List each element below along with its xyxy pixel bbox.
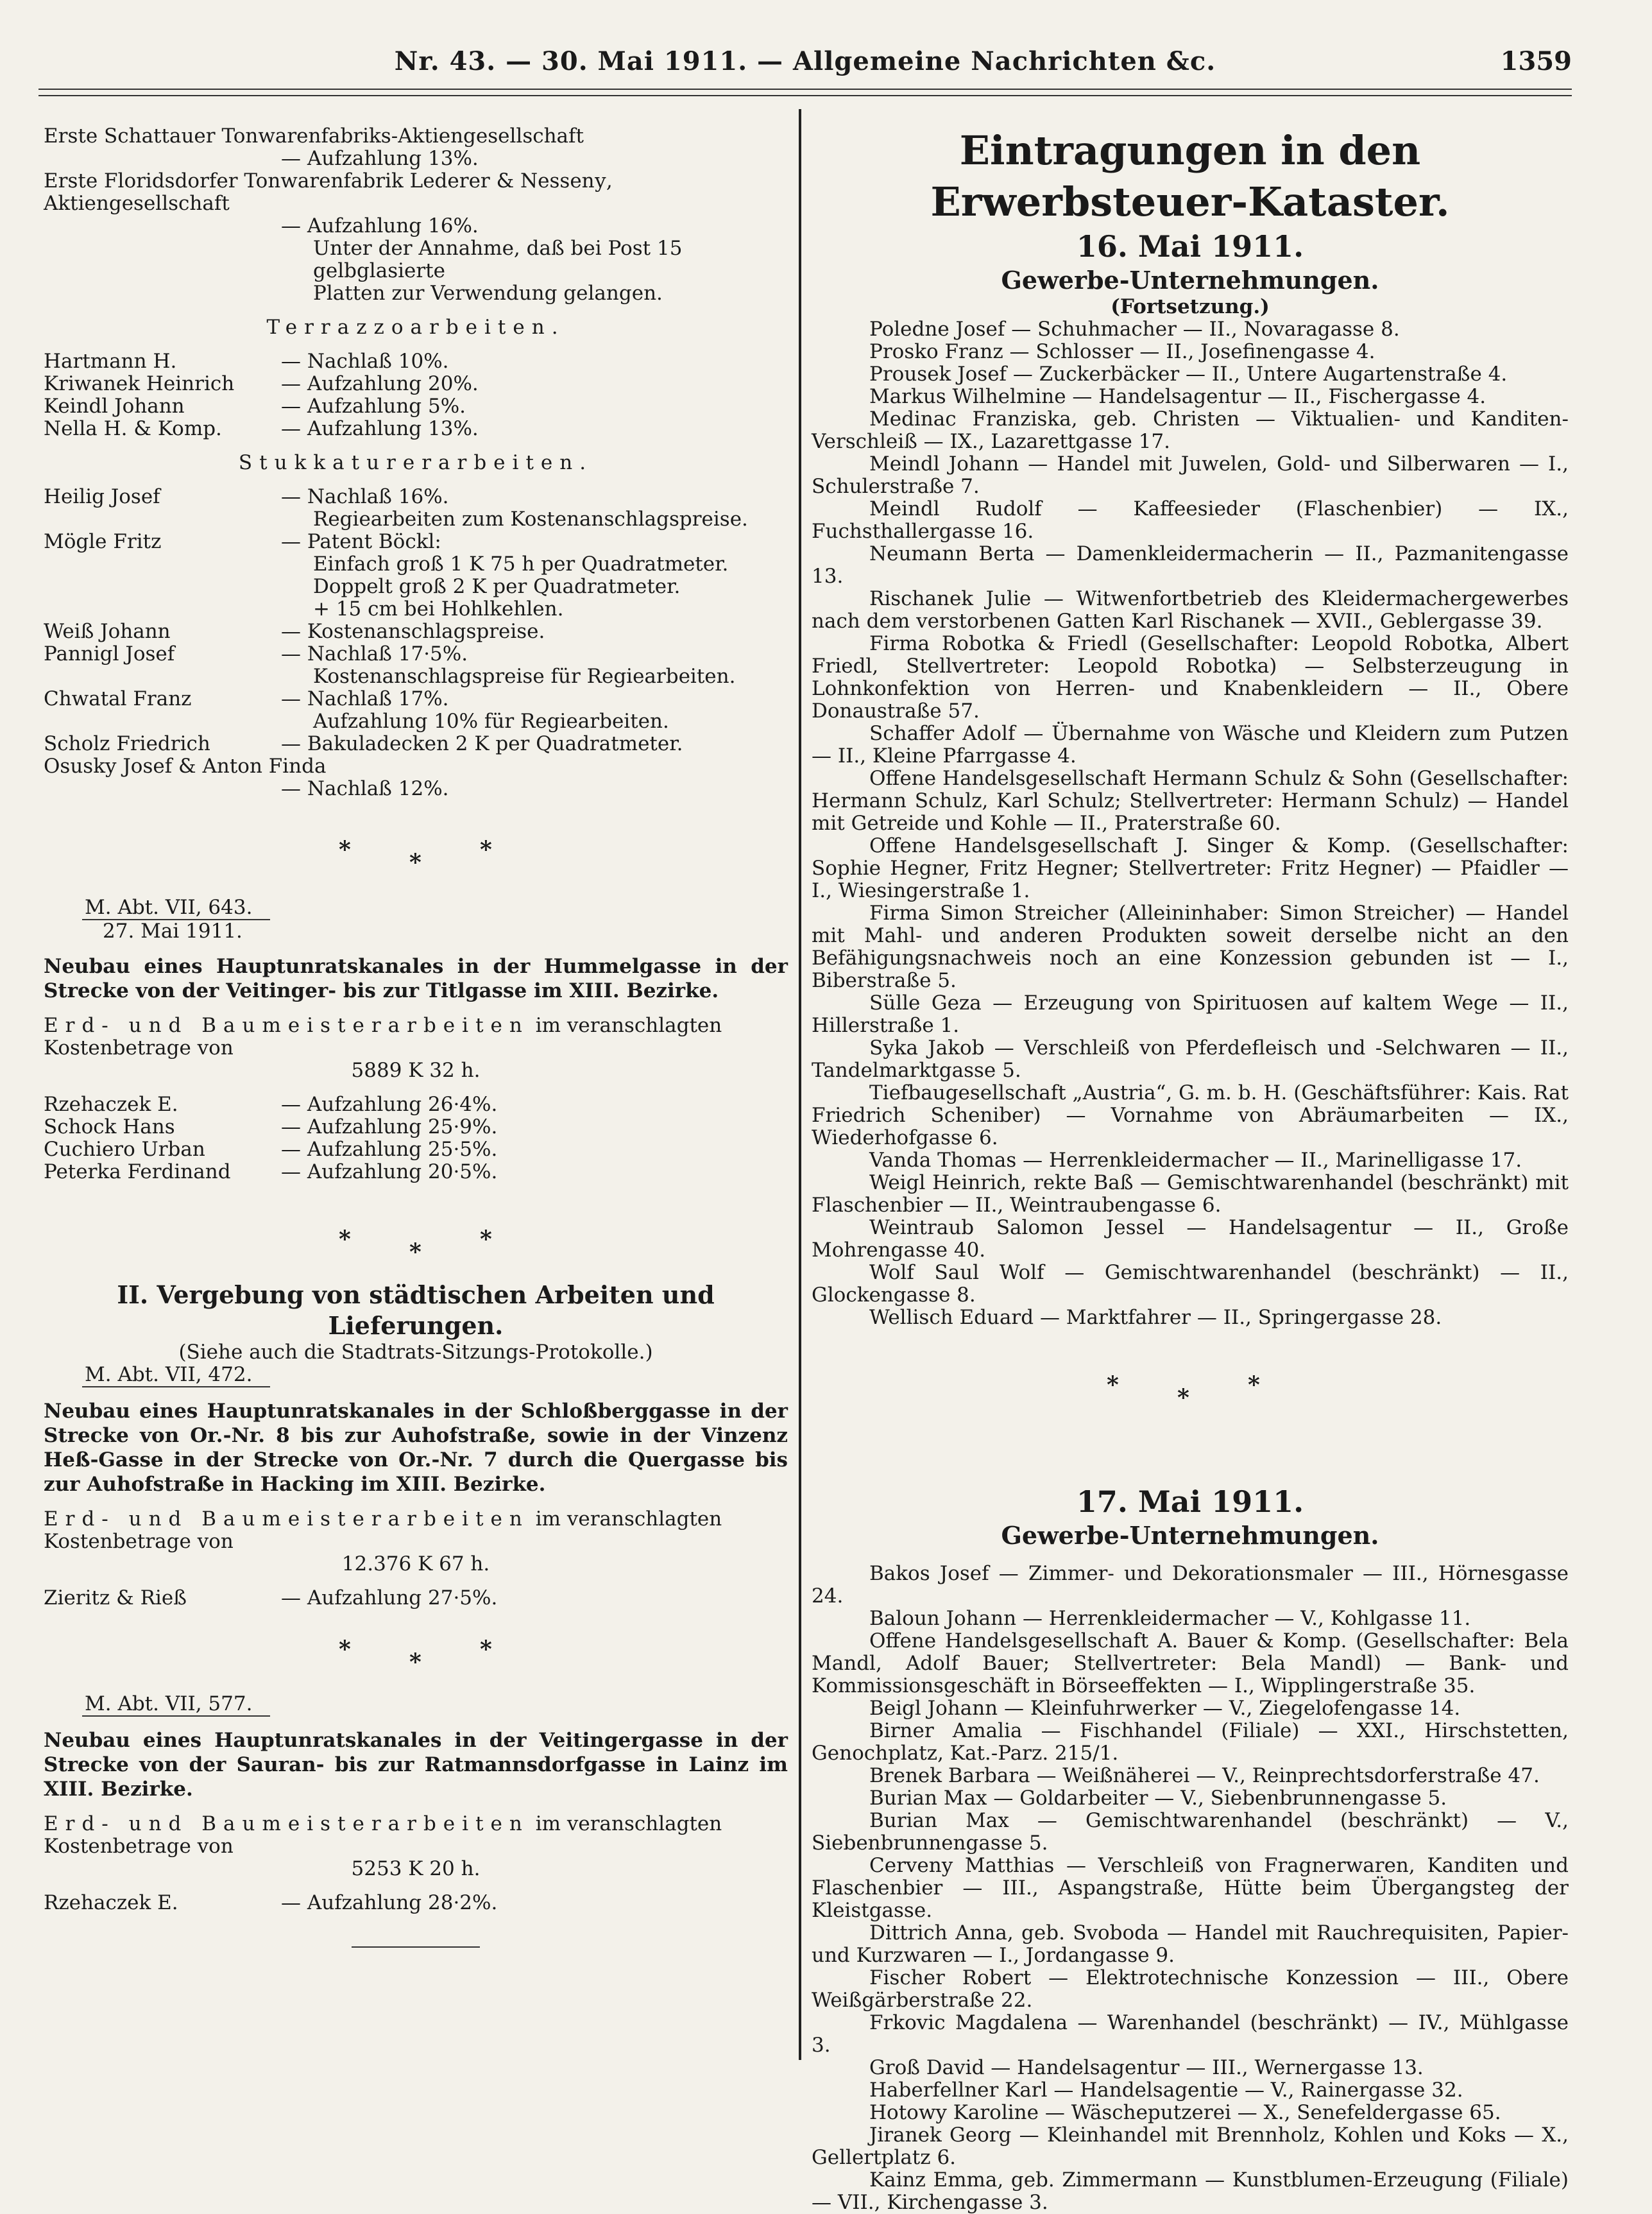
text-line: — Aufzahlung 13%. xyxy=(281,147,479,170)
bidder-name: Heilig Josef xyxy=(44,485,160,508)
column-divider xyxy=(799,109,801,2060)
section-title: Neubau eines Hauptunratskanales in der Veitingergasse in der Strecke von der Sauran- bis zur Ratmannsdorfgasse in Lainz im XIII. Bezirke. xyxy=(44,1729,788,1801)
register-entry: Prousek Josef — Zuckerbäcker — II., Untere Augartenstraße 4. xyxy=(869,363,1508,386)
bid-note: Einfach groß 1 K 75 h per Quadratmeter. xyxy=(313,553,729,576)
bid-value: — Patent Böckl: xyxy=(281,530,441,553)
bidder-name: Mögle Fritz xyxy=(44,530,162,553)
text-line: Platten zur Verwendung gelangen. xyxy=(313,282,663,305)
section-heading: Lieferungen. xyxy=(328,1311,504,1340)
bid-row xyxy=(44,373,788,395)
register-entry: Vanda Thomas — Herrenkleidermacher — II., Marinelligasse 17. xyxy=(869,1149,1522,1172)
register-entry: Medinac Franziska, geb. Christen — Viktualien- und Kanditen-Verschleiß — IX., Lazarettgasse 17. xyxy=(812,408,1569,453)
bid-row xyxy=(44,1094,788,1116)
bid-row xyxy=(44,688,788,710)
page-number: 1359 xyxy=(1500,46,1572,76)
bid-value: — Bakuladecken 2 K per Quadratmeter. xyxy=(281,732,683,755)
register-entry: Offene Handelsgesellschaft J. Singer & Komp. (Gesellschafter: Sophie Hegner, Fritz Hegner; Stellvertreter: Fritz Hegner) — Pfaidler — I., Wiesingerstraße 1. xyxy=(812,834,1569,902)
bid-note: + 15 cm bei Hohlkehlen. xyxy=(313,597,564,621)
bidder-name: Pannigl Josef xyxy=(44,642,175,665)
stuck-heading: Stukkaturerarbeiten. xyxy=(238,451,593,474)
bid-value: — Aufzahlung 28·2%. xyxy=(281,1891,498,1914)
work-text: im veranschlagten Kostenbetrage von xyxy=(44,1014,722,1060)
continuation-label: (Fortsetzung.) xyxy=(1111,295,1270,318)
register-entry: Kainz Emma, geb. Zimmermann — Kunstblumen-Erzeugung (Filiale) — VII., Kirchengasse 3. xyxy=(812,2168,1569,2214)
bid-row xyxy=(44,1138,788,1161)
register-entry: Baloun Johann — Herrenkleidermacher — V., Kohlgasse 11. xyxy=(869,1607,1471,1630)
work-line xyxy=(44,1508,788,1553)
date-heading: 17. Mai 1911. xyxy=(1076,1484,1304,1519)
register-entry: Fischer Robert — Elektrotechnische Konzession — III., Obere Weißgärberstraße 22. xyxy=(812,1966,1569,2012)
register-entry: Tiefbaugesellschaft „Austria“, G. m. b. H. (Geschäftsführer: Kais. Rat Friedrich Scheniber) — Vornahme von Abräumarbeiten — IX., Wiederhofgasse 6. xyxy=(812,1081,1569,1149)
bidder-name: Osusky Josef & Anton Finda xyxy=(44,755,327,778)
register-entry: Meindl Johann — Handel mit Juwelen, Gold- und Silberwaren — I., Schulerstraße 7. xyxy=(812,452,1569,498)
bid-note: Aufzahlung 10% für Regiearbeiten. xyxy=(313,710,669,733)
register-entry: Groß David — Handelsagentur — III., Wernergasse 13. xyxy=(869,2056,1424,2079)
work-label: Erd- und Baumeisterarbeiten xyxy=(44,1014,529,1037)
section-separator: * * * xyxy=(339,836,492,876)
register-entry: Hotowy Karoline — Wäscheputzerei — X., Senefeldergasse 65. xyxy=(869,2101,1501,2124)
bid-row xyxy=(44,1892,788,1914)
section-ref: M. Abt. VII, 577. xyxy=(44,1693,788,1717)
section-ref: M. Abt. VII, 472. xyxy=(44,1364,788,1387)
work-line xyxy=(44,1813,788,1858)
bid-row xyxy=(44,643,788,665)
register-entry: Schaffer Adolf — Übernahme von Wäsche und Kleidern zum Putzen — II., Kleine Pfarrgasse 4. xyxy=(812,722,1569,768)
work-text: im veranschlagten Kostenbetrage von xyxy=(44,1812,722,1858)
bidder-name: Hartmann H. xyxy=(44,350,177,373)
bidder-name: Rzehaczek E. xyxy=(44,1093,178,1116)
header-rule xyxy=(38,89,1572,96)
register-entry: Meindl Rudolf — Kaffeesieder (Flaschenbier) — IX., Fuchsthallergasse 16. xyxy=(812,497,1569,543)
bid-row xyxy=(44,418,788,440)
bid-note: Doppelt groß 2 K per Quadratmeter. xyxy=(313,575,681,598)
work-label: Erd- und Baumeisterarbeiten xyxy=(44,1812,529,1835)
bid-row xyxy=(44,486,788,508)
register-entry: Offene Handelsgesellschaft Hermann Schulz & Sohn (Gesellschafter: Hermann Schulz, Karl Schulz; Stellvertreter: Hermann Schulz) — Handel mit Getreide und Kohle — II., Praterstraße 60. xyxy=(812,767,1569,835)
section-separator: * * * xyxy=(1107,1371,1260,1411)
register-entries-17-may xyxy=(812,1563,1569,2214)
section-title: Neubau eines Hauptunratskanales in der Hummelgasse in der Strecke von der Veitinger- bis zur Titlgasse im XIII. Bezirke. xyxy=(44,955,788,1002)
register-entry: Sülle Geza — Erzeugung von Spirituosen auf kaltem Wege — II., Hillerstraße 1. xyxy=(812,991,1569,1037)
bidder-name: Chwatal Franz xyxy=(44,687,192,710)
section-separator: * * * xyxy=(339,1226,492,1266)
register-entries-16-may xyxy=(812,318,1569,1329)
terrazzo-heading: Terrazzoarbeiten. xyxy=(266,316,565,339)
register-entry: Offene Handelsgesellschaft A. Bauer & Komp. (Gesellschafter: Bela Mandl, Adolf Bauer; Stellvertreter: Bela Mandl) — Bank- und Kommissionsgeschäft in Börseeffekten — I., Wipplingerstraße 35. xyxy=(812,1629,1569,1697)
register-entry: Cerveny Matthias — Verschleiß von Fragnerwaren, Kanditen und Flaschenbier — III., Aspangstraße, Hütte beim Übergangsteg der Kleistgasse. xyxy=(812,1854,1569,1922)
bid-value: — Nachlaß 17·5%. xyxy=(281,642,468,665)
register-entry: Markus Wilhelmine — Handelsagentur — II., Fischergasse 4. xyxy=(869,385,1486,408)
page-header xyxy=(38,39,1572,83)
end-rule xyxy=(352,1946,480,1948)
bid-row xyxy=(44,1587,788,1609)
register-entry: Wolf Saul Wolf — Gemischtwarenhandel (beschränkt) — II., Glockengasse 8. xyxy=(812,1261,1569,1307)
work-label: Erd- und Baumeisterarbeiten xyxy=(44,1507,529,1531)
register-entry: Weintraub Salomon Jessel — Handelsagentur — II., Große Mohrengasse 40. xyxy=(812,1216,1569,1262)
bid-value: — Aufzahlung 25·5%. xyxy=(281,1138,498,1161)
bid-row xyxy=(44,350,788,373)
bid-value: — Aufzahlung 26·4%. xyxy=(281,1093,498,1116)
bid-row xyxy=(44,395,788,418)
bid-note: Regiearbeiten zum Kostenanschlagspreise. xyxy=(313,508,748,531)
bidder-name: Kriwanek Heinrich xyxy=(44,372,235,395)
bid-row xyxy=(44,1116,788,1138)
register-entry: Wellisch Eduard — Marktfahrer — II., Springergasse 28. xyxy=(869,1306,1442,1329)
register-entry: Prosko Franz — Schlosser — II., Josefinengasse 4. xyxy=(869,340,1375,363)
category-heading: Gewerbe-Unternehmungen. xyxy=(1001,266,1379,295)
section-separator: * * * xyxy=(339,1636,492,1676)
register-entry: Neumann Berta — Damenkleidermacherin — II., Pazmanitengasse 13. xyxy=(812,542,1569,588)
bid-row xyxy=(44,531,788,553)
section-subheading: (Siehe auch die Stadtrats-Sitzungs-Protokolle.) xyxy=(178,1341,653,1364)
work-line xyxy=(44,1015,788,1060)
right-column xyxy=(812,125,1569,2214)
left-column xyxy=(44,125,788,1948)
bid-value: — Nachlaß 17%. xyxy=(281,687,449,710)
bidder-name: Scholz Friedrich xyxy=(44,732,210,755)
header-title: Nr. 43. — 30. Mai 1911. — Allgemeine Nachrichten &c. xyxy=(394,46,1216,76)
register-entry: Dittrich Anna, geb. Svoboda — Handel mit Rauchrequisiten, Papier- und Kurzwaren — I., Jordangasse 9. xyxy=(812,1921,1569,1967)
register-entry: Bakos Josef — Zimmer- und Dekorationsmaler — III., Hörnesgasse 24. xyxy=(812,1562,1569,1608)
cost-amount: 5889 K 32 h. xyxy=(351,1059,481,1082)
register-entry: Poledne Josef — Schuhmacher — II., Novaragasse 8. xyxy=(869,318,1400,341)
register-entry: Weigl Heinrich, rekte Baß — Gemischtwarenhandel (beschränkt) mit Flaschenbier — II., Weintraubengasse 6. xyxy=(812,1171,1569,1217)
cost-amount: 12.376 K 67 h. xyxy=(341,1552,490,1575)
section-heading: II. Vergebung von städtischen Arbeiten und xyxy=(117,1280,715,1309)
bidder-name: Keindl Johann xyxy=(44,395,185,418)
bidder-name: Nella H. & Komp. xyxy=(44,417,222,440)
cost-amount: 5253 K 20 h. xyxy=(351,1857,481,1880)
register-entry: Syka Jakob — Verschleiß von Pferdefleisch und -Selchwaren — II., Tandelmarktgasse 5. xyxy=(812,1036,1569,1082)
register-entry: Frkovic Magdalena — Warenhandel (beschränkt) — IV., Mühlgasse 3. xyxy=(812,2011,1569,2057)
bid-note: Kostenanschlagspreise für Regiearbeiten. xyxy=(313,665,736,688)
section-date: 27. Mai 1911. xyxy=(103,920,243,943)
bid-value: — Aufzahlung 20%. xyxy=(281,372,479,395)
text-line: Erste Floridsdorfer Tonwarenfabrik Lederer & Nessenу, Aktiengesellschaft xyxy=(44,169,613,215)
date-heading: 16. Mai 1911. xyxy=(1076,229,1304,264)
bidder-name: Schock Hans xyxy=(44,1115,175,1138)
bidder-name: Weiß Johann xyxy=(44,620,171,643)
bid-value: — Kostenanschlagspreise. xyxy=(281,620,545,643)
register-entry: Rischanek Julie — Witwenfortbetrieb des Kleidermachergewerbes nach dem verstorbenen Gatten Karl Rischanek — XVII., Geblergasse 39. xyxy=(812,587,1569,633)
register-entry: Burian Max — Goldarbeiter — V., Siebenbrunnengasse 5. xyxy=(869,1787,1447,1810)
work-text: im veranschlagten Kostenbetrage von xyxy=(44,1507,722,1553)
bid-value: — Aufzahlung 20·5%. xyxy=(281,1160,498,1183)
bid-value: — Nachlaß 16%. xyxy=(281,485,449,508)
bidder-name: Peterka Ferdinand xyxy=(44,1160,231,1183)
section-ref: M. Abt. VII, 643. xyxy=(44,897,788,920)
text-line: Unter der Annahme, daß bei Post 15 gelbglasierte xyxy=(313,237,683,282)
section-title: Neubau eines Hauptunratskanales in der Schloßberggasse in der Strecke von Or.-Nr. 8 bis zur Auhofstraße, sowie in der Vinzenz Heß-Gasse in der Strecke von Or.-Nr. 7 durch die Quergasse bis zur Auhofstraße in Hacking im XIII. Bezirke. xyxy=(44,1400,788,1496)
bidder-name: Rzehaczek E. xyxy=(44,1891,178,1914)
register-entry: Beigl Johann — Kleinfuhrwerker — V., Ziegelofengasse 14. xyxy=(869,1697,1461,1720)
register-entry: Burian Max — Gemischtwarenhandel (beschränkt) — V., Siebenbrunnengasse 5. xyxy=(812,1809,1569,1855)
bid-row xyxy=(44,1161,788,1183)
register-entry: Haberfellner Karl — Handelsagentie — V., Rainergasse 32. xyxy=(869,2079,1463,2102)
bid-row xyxy=(44,621,788,643)
register-entry: Brenek Barbara — Weißnäherei — V., Reinprechtsdorferstraße 47. xyxy=(869,1764,1540,1787)
bid-value: — Aufzahlung 13%. xyxy=(281,417,479,440)
category-heading: Gewerbe-Unternehmungen. xyxy=(1001,1521,1379,1550)
bid-value: — Aufzahlung 5%. xyxy=(281,395,466,418)
bidder-name: Zieritz & Rieß xyxy=(44,1586,187,1609)
bid-value: — Aufzahlung 25·9%. xyxy=(281,1115,498,1138)
bid-value: — Nachlaß 10%. xyxy=(281,350,449,373)
text-line: — Aufzahlung 16%. xyxy=(281,214,479,237)
register-entry: Jiranek Georg — Kleinhandel mit Brennholz, Kohlen und Koks — X., Gellertplatz 6. xyxy=(812,2124,1569,2169)
bidder-name: Cuchiero Urban xyxy=(44,1138,205,1161)
bid-value: — Aufzahlung 27·5%. xyxy=(281,1586,498,1609)
register-entry: Birner Amalia — Fischhandel (Filiale) — XXI., Hirschstetten, Genochplatz, Kat.-Parz. 215/1. xyxy=(812,1719,1569,1765)
bid-row xyxy=(44,733,788,755)
register-entry: Firma Simon Streicher (Alleininhaber: Simon Streicher) — Handel mit Mahl- und anderen Produkten soweit derselbe nicht an den Befähigungsnachweis noch an eine Konzession gebunden ist — I., Biberstraße 5. xyxy=(812,902,1569,992)
bid-value: — Nachlaß 12%. xyxy=(281,777,449,800)
page-title: Eintragungen in den Erwerbsteuer-Kataster. xyxy=(930,127,1450,225)
text-line: Erste Schattauer Tonwarenfabriks-Aktiengesellschaft xyxy=(44,124,584,148)
register-entry: Firma Robotka & Friedl (Gesellschafter: Leopold Robotka, Albert Friedl, Stellvertreter: Leopold Robotka) — Selbsterzeugung in Lohnkonfektion von Herren- und Knabenkleidern — II., Obere Donaustraße 57. xyxy=(812,632,1569,723)
